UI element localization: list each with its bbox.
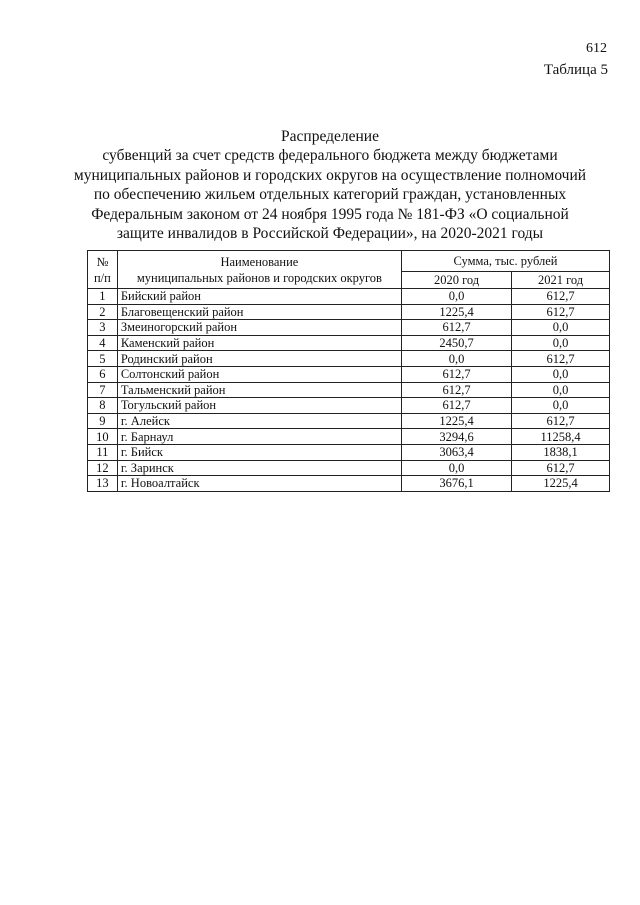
row-number: 5 bbox=[88, 351, 118, 367]
row-value-2021: 0,0 bbox=[512, 335, 610, 351]
row-value-2020: 3294,6 bbox=[402, 429, 512, 445]
row-number: 10 bbox=[88, 429, 118, 445]
row-value-2021: 0,0 bbox=[512, 320, 610, 336]
table-row bbox=[88, 398, 610, 414]
header-name-line2: муниципальных районов и городских округов bbox=[136, 270, 382, 285]
title-line: субвенций за счет средств федерального бюджета между бюджетами bbox=[102, 147, 558, 165]
row-number: 3 bbox=[88, 320, 118, 336]
row-number: 1 bbox=[88, 289, 118, 305]
header-year-2020: 2020 год bbox=[402, 272, 512, 289]
header-sum: Сумма, тыс. рублей bbox=[402, 251, 610, 272]
table-row bbox=[88, 476, 610, 492]
row-value-2021: 1838,1 bbox=[512, 444, 610, 460]
row-value-2020: 612,7 bbox=[402, 366, 512, 382]
header-num bbox=[88, 251, 118, 289]
header-name bbox=[117, 251, 401, 289]
row-number: 13 bbox=[88, 476, 118, 492]
table-row bbox=[88, 413, 610, 429]
row-value-2020: 2450,7 bbox=[402, 335, 512, 351]
title-line: муниципальных районов и городских округов на осуществление полномочий bbox=[73, 166, 587, 184]
row-name: Каменский район bbox=[117, 335, 401, 351]
header-year-2021: 2021 год bbox=[512, 272, 610, 289]
row-name: Благовещенский район bbox=[117, 304, 401, 320]
table-row bbox=[88, 289, 610, 305]
row-name: Родинский район bbox=[117, 351, 401, 367]
row-number: 11 bbox=[88, 444, 118, 460]
header-num-abbr: п/п bbox=[93, 270, 111, 285]
title-line: по обеспечению жильем отдельных категорий граждан, установленных bbox=[93, 186, 567, 204]
row-name: г. Алейск bbox=[117, 413, 401, 429]
table-row bbox=[88, 429, 610, 445]
header-name-line1: Наименование bbox=[220, 254, 299, 269]
row-value-2021: 0,0 bbox=[512, 398, 610, 414]
row-value-2021: 612,7 bbox=[512, 413, 610, 429]
row-name: Тогульский район bbox=[117, 398, 401, 414]
table-row bbox=[88, 460, 610, 476]
row-name: Змеиногорский район bbox=[117, 320, 401, 336]
row-value-2020: 3063,4 bbox=[402, 444, 512, 460]
row-number: 2 bbox=[88, 304, 118, 320]
row-value-2020: 612,7 bbox=[402, 382, 512, 398]
header-num-symbol: № bbox=[96, 254, 109, 269]
table-body bbox=[88, 289, 610, 492]
row-value-2021: 612,7 bbox=[512, 304, 610, 320]
row-value-2020: 612,7 bbox=[402, 320, 512, 336]
row-number: 7 bbox=[88, 382, 118, 398]
row-name: Тальменский район bbox=[117, 382, 401, 398]
row-number: 6 bbox=[88, 366, 118, 382]
row-number: 8 bbox=[88, 398, 118, 414]
row-name: Солтонский район bbox=[117, 366, 401, 382]
row-value-2021: 0,0 bbox=[512, 366, 610, 382]
row-value-2020: 3676,1 bbox=[402, 476, 512, 492]
row-value-2021: 1225,4 bbox=[512, 476, 610, 492]
row-number: 4 bbox=[88, 335, 118, 351]
table-row bbox=[88, 366, 610, 382]
title-line: Федеральным законом от 24 ноября 1995 года № 181-ФЗ «О социальной bbox=[91, 205, 569, 223]
row-number: 9 bbox=[88, 413, 118, 429]
row-number: 12 bbox=[88, 460, 118, 476]
row-value-2020: 0,0 bbox=[402, 351, 512, 367]
distribution-table bbox=[87, 250, 610, 492]
document-title bbox=[60, 127, 600, 243]
row-value-2020: 612,7 bbox=[402, 398, 512, 414]
row-name: Бийский район bbox=[117, 289, 401, 305]
table-row bbox=[88, 351, 610, 367]
row-name: г. Бийск bbox=[117, 444, 401, 460]
row-value-2021: 0,0 bbox=[512, 382, 610, 398]
row-name: г. Новоалтайск bbox=[117, 476, 401, 492]
row-value-2021: 612,7 bbox=[512, 460, 610, 476]
row-value-2020: 1225,4 bbox=[402, 304, 512, 320]
row-value-2021: 11258,4 bbox=[512, 429, 610, 445]
row-name: г. Барнаул bbox=[117, 429, 401, 445]
table-row bbox=[88, 304, 610, 320]
table-row bbox=[88, 320, 610, 336]
table-label: Таблица 5 bbox=[543, 62, 608, 78]
page-number: 612 bbox=[586, 41, 607, 56]
title-line: Распределение bbox=[281, 128, 379, 145]
row-value-2021: 612,7 bbox=[512, 351, 610, 367]
table-row bbox=[88, 382, 610, 398]
row-value-2020: 0,0 bbox=[402, 460, 512, 476]
table-row bbox=[88, 444, 610, 460]
row-value-2020: 0,0 bbox=[402, 289, 512, 305]
row-value-2020: 1225,4 bbox=[402, 413, 512, 429]
row-name: г. Заринск bbox=[117, 460, 401, 476]
table-row bbox=[88, 335, 610, 351]
row-value-2021: 612,7 bbox=[512, 289, 610, 305]
title-line: защите инвалидов в Российской Федерации», на 2020-2021 годы bbox=[116, 225, 544, 243]
